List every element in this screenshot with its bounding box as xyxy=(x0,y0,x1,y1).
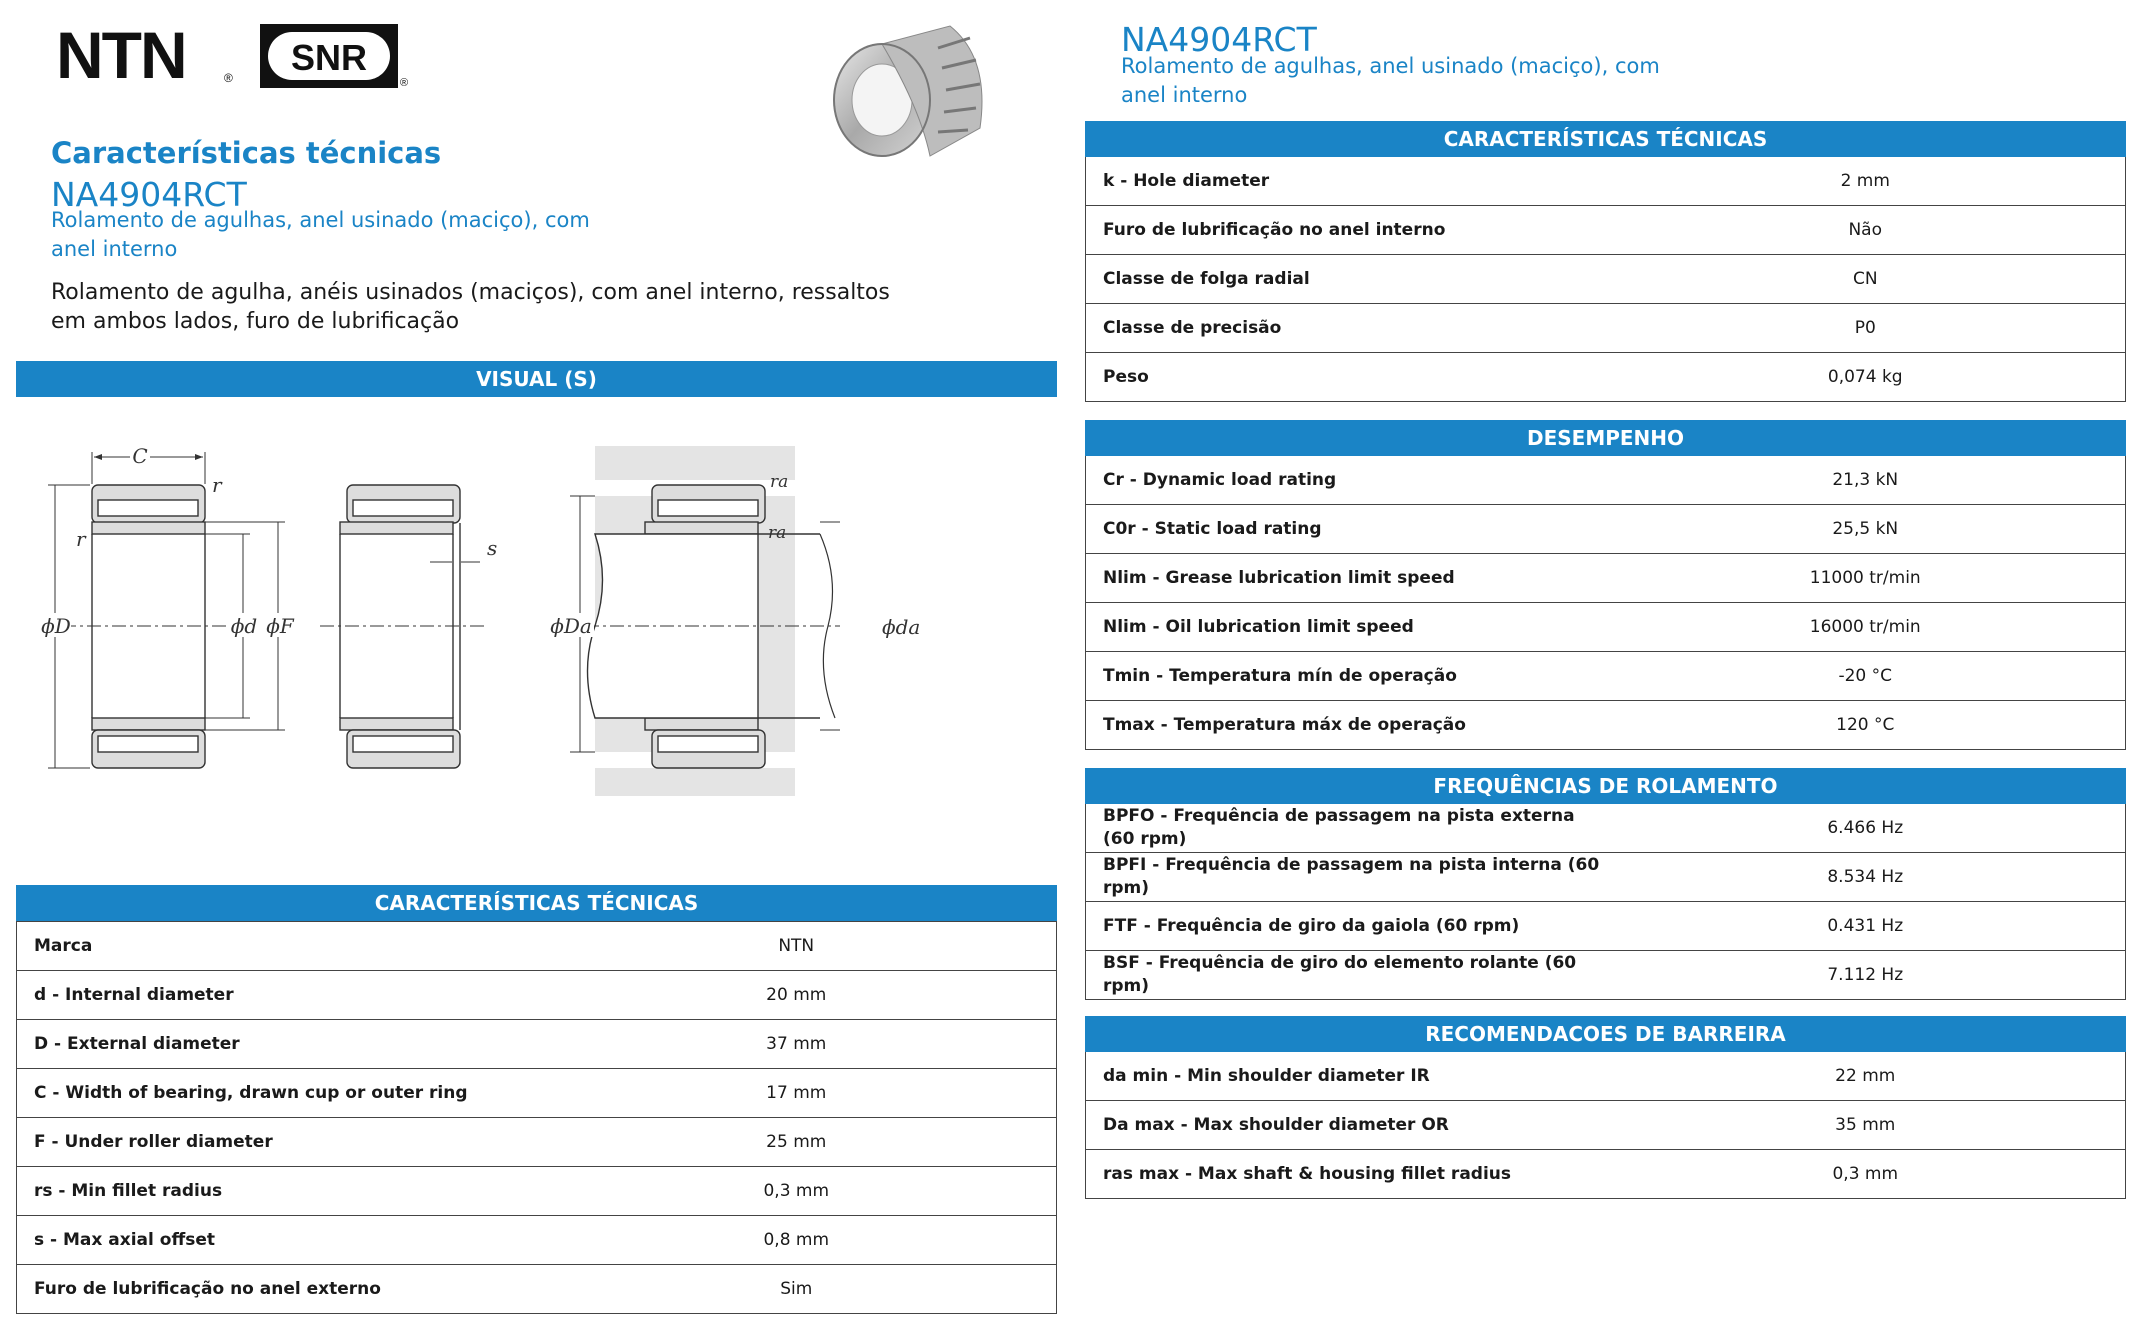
table-row xyxy=(17,971,1056,1020)
row-value: 0,3 mm xyxy=(1832,1164,1899,1184)
table-row xyxy=(1086,505,2125,554)
bearing-product-image xyxy=(820,18,1000,168)
row-label: Nlim - Grease lubrication limit speed xyxy=(1103,567,1455,588)
row-label: BPFO - Frequência de passagem na pista externa (60 rpm) xyxy=(1103,806,1575,849)
table-row xyxy=(17,1069,1056,1118)
table-row xyxy=(1086,554,2125,603)
frequencias-header: FREQUÊNCIAS DE ROLAMENTO xyxy=(1085,768,2126,804)
row-label: FTF - Frequência de giro da gaiola (60 rpm) xyxy=(1103,915,1520,936)
table-row xyxy=(1086,804,2125,853)
page-title: Características técnicas xyxy=(51,136,442,170)
snr-logo xyxy=(258,20,414,92)
frequencias-table xyxy=(1085,804,2126,1000)
row-value: 16000 tr/min xyxy=(1809,617,1921,637)
barreira-header: RECOMENDACOES DE BARREIRA xyxy=(1085,1016,2126,1052)
row-value: 8.534 Hz xyxy=(1827,867,1904,887)
table-row xyxy=(1086,1052,2125,1101)
barreira-table xyxy=(1085,1052,2126,1199)
row-label: Marca xyxy=(34,935,93,956)
row-value: 37 mm xyxy=(766,1034,827,1054)
row-label: s - Max axial offset xyxy=(34,1229,215,1250)
row-label: D - External diameter xyxy=(34,1033,240,1054)
svg-text:ϕD: ϕD xyxy=(41,614,71,638)
row-value: 6.466 Hz xyxy=(1827,818,1904,838)
product-reference: NA4904RCT xyxy=(51,175,247,214)
row-label: Furo de lubrificação no anel externo xyxy=(34,1278,381,1299)
row-value: 25 mm xyxy=(766,1132,827,1152)
row-label: d - Internal diameter xyxy=(34,984,234,1005)
row-label: Da max - Max shoulder diameter OR xyxy=(1103,1114,1449,1135)
row-value: 35 mm xyxy=(1835,1115,1896,1135)
product-subtitle: Rolamento de agulhas, anel usinado (maciço), com anel interno xyxy=(51,208,590,261)
table-row xyxy=(17,1216,1056,1265)
product-reference-right: NA4904RCT xyxy=(1121,20,1317,59)
table-row xyxy=(1086,456,2125,505)
row-label: ras max - Max shaft & housing fillet radius xyxy=(1103,1163,1512,1184)
table-row xyxy=(1086,951,2125,1000)
table-row xyxy=(17,922,1056,971)
svg-text:ϕDa: ϕDa xyxy=(550,614,592,638)
tech-right-table xyxy=(1085,157,2126,402)
drawing-mounting-arrangement xyxy=(548,446,840,796)
row-value: Não xyxy=(1848,220,1883,240)
tech-left-header: CARACTERÍSTICAS TÉCNICAS xyxy=(16,885,1057,921)
row-value: 0,074 kg xyxy=(1827,367,1903,387)
table-row xyxy=(1086,206,2125,255)
svg-text:C: C xyxy=(132,444,148,468)
svg-text:®: ® xyxy=(400,77,409,89)
row-value: Sim xyxy=(780,1279,813,1299)
table-row xyxy=(1086,157,2125,206)
table-row xyxy=(1086,304,2125,353)
table-row xyxy=(1086,1150,2125,1199)
row-label: Peso xyxy=(1103,366,1149,387)
row-value: 25,5 kN xyxy=(1832,519,1899,539)
product-description: Rolamento de agulha, anéis usinados (maciços), com anel interno, ressaltos em ambos lados, furo de lubrificação xyxy=(51,280,890,334)
table-row xyxy=(1086,902,2125,951)
row-value: 0,3 mm xyxy=(763,1181,830,1201)
row-label: Nlim - Oil lubrication limit speed xyxy=(1103,616,1414,637)
row-value: 21,3 kN xyxy=(1832,470,1899,490)
svg-text:ϕd: ϕd xyxy=(230,614,258,638)
visual-section-header: VISUAL (S) xyxy=(16,361,1057,397)
tech-right-header: CARACTERÍSTICAS TÉCNICAS xyxy=(1085,121,2126,157)
table-row xyxy=(17,1118,1056,1167)
table-row xyxy=(1086,603,2125,652)
row-value: 0,8 mm xyxy=(763,1230,830,1250)
svg-text:ra: ra xyxy=(770,472,789,492)
da-dimension-label: ϕda xyxy=(882,615,921,639)
svg-text:ϕF: ϕF xyxy=(266,614,294,638)
bearing-technical-drawing xyxy=(40,430,840,810)
table-row xyxy=(1086,255,2125,304)
row-value: 22 mm xyxy=(1835,1066,1896,1086)
row-label: Furo de lubrificação no anel interno xyxy=(1103,219,1446,240)
row-value: 11000 tr/min xyxy=(1809,568,1921,588)
table-row xyxy=(17,1020,1056,1069)
row-value: 0.431 Hz xyxy=(1827,916,1904,936)
table-row xyxy=(1086,853,2125,902)
table-row xyxy=(1086,701,2125,750)
row-label: C0r - Static load rating xyxy=(1103,518,1322,539)
row-value: -20 °C xyxy=(1838,666,1893,686)
row-label: C - Width of bearing, drawn cup or outer ring xyxy=(34,1082,468,1103)
row-label: rs - Min fillet radius xyxy=(34,1180,223,1201)
row-value: 2 mm xyxy=(1840,171,1890,191)
table-row xyxy=(17,1265,1056,1314)
row-label: Cr - Dynamic load rating xyxy=(1103,469,1337,490)
drawing-bearing-section-1 xyxy=(41,444,296,768)
desempenho-header: DESEMPENHO xyxy=(1085,420,2126,456)
svg-text:s: s xyxy=(487,536,498,560)
row-label: Classe de folga radial xyxy=(1103,268,1310,289)
row-value: CN xyxy=(1852,269,1878,289)
ntn-logo xyxy=(56,22,236,90)
row-value: 17 mm xyxy=(766,1083,827,1103)
svg-text:ra: ra xyxy=(768,523,787,543)
product-subtitle-right: Rolamento de agulhas, anel usinado (maciço), com anel interno xyxy=(1121,54,1660,107)
row-label: Tmax - Temperatura máx de operação xyxy=(1103,714,1466,735)
table-row xyxy=(1086,652,2125,701)
svg-text:r: r xyxy=(76,527,86,551)
svg-text:NTN: NTN xyxy=(56,22,186,90)
svg-text:SNR: SNR xyxy=(290,37,368,78)
row-value: 7.112 Hz xyxy=(1827,965,1904,985)
drawing-bearing-section-2 xyxy=(320,485,497,768)
row-label: Classe de precisão xyxy=(1103,317,1282,338)
row-label: BPFI - Frequência de passagem na pista interna (60 rpm) xyxy=(1103,855,1600,898)
row-label: da min - Min shoulder diameter IR xyxy=(1103,1065,1430,1086)
row-value: 20 mm xyxy=(766,985,827,1005)
row-label: BSF - Frequência de giro do elemento rolante (60 rpm) xyxy=(1103,953,1577,996)
table-row xyxy=(1086,1101,2125,1150)
svg-text:r: r xyxy=(212,473,222,497)
row-value: NTN xyxy=(778,936,815,956)
row-label: F - Under roller diameter xyxy=(34,1131,273,1152)
row-label: k - Hole diameter xyxy=(1103,170,1270,191)
table-row xyxy=(17,1167,1056,1216)
row-value: P0 xyxy=(1854,318,1876,338)
row-label: Tmin - Temperatura mín de operação xyxy=(1103,665,1457,686)
row-value: 120 °C xyxy=(1836,715,1895,735)
tech-left-table xyxy=(16,921,1057,1314)
svg-text:®: ® xyxy=(224,71,233,85)
table-row xyxy=(1086,353,2125,402)
desempenho-table xyxy=(1085,456,2126,750)
